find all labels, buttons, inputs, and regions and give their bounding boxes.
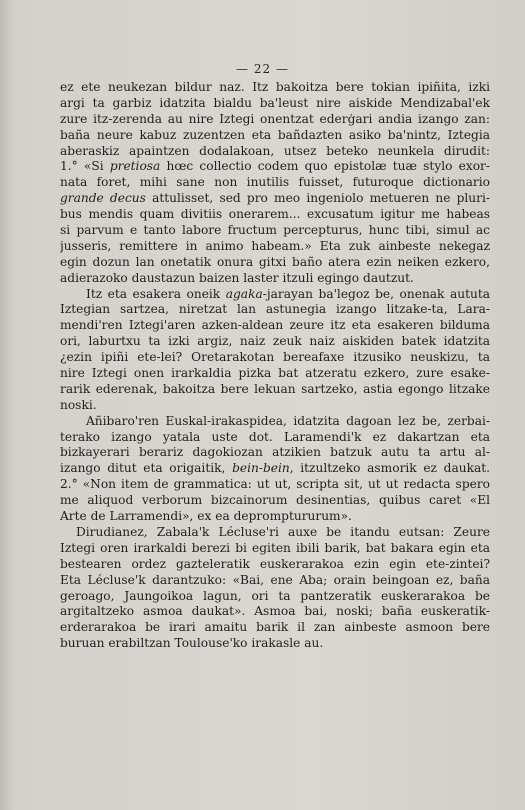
text-line: zure itz-zerenda au nire Iztegi onentzat ederġari andia izango zan:: [60, 111, 490, 126]
text-line: Añibaro'ren Euskal-irakaspidea, idatzita dagoan lez be, zerbai-: [86, 413, 490, 428]
page-number: — 22 —: [236, 62, 289, 76]
italic-phrase: bein-bein: [232, 461, 290, 476]
paragraph: [60, 414, 490, 525]
text-line: buruan erabiltzan Toulouse'ko irakasle au.: [60, 636, 324, 651]
text-line: rarik ederenak, bakoitza bere lekuan sartzeko, astia egongo litzake: [60, 381, 490, 396]
text-segment: attulisset, sed pro meo ingeniolo metueren ne pluri-: [145, 191, 490, 206]
text-line: Eta Lécluse'k darantzuko: «Bai, ene Aba; orain beingoan ez, baña: [60, 572, 490, 587]
text-line: mendi'ren Iztegi'aren azken-aldean zeure itz eta esakeren bilduma: [60, 318, 490, 333]
italic-phrase: agaka: [225, 286, 263, 301]
text-block: [60, 80, 490, 652]
text-line: 2.° «Non item de grammatica: ut ut, scripta sit, ut ut redacta spero: [60, 477, 490, 492]
text-line: baña neure kabuz zuzentzen eta bañdazten asiko ba'nintz, Iztegia: [60, 127, 490, 142]
text-line: si parvum e tanto labore fructum percepturus, hunc tibi, simul ac: [60, 223, 490, 238]
text-line: Iztegi oren irarkaldi berezi bi egiten ibili barik, bat bakara egin eta: [60, 540, 490, 555]
text-line: jusseris, remittere in animo habeam.» Eta zuk ainbeste nekegaz: [60, 238, 490, 253]
text-line: me aliquod verborum bizcainorum desinentias, quibus caret «El: [60, 493, 490, 508]
text-line: [60, 159, 490, 175]
text-segment: 1.° «Si: [60, 159, 110, 174]
text-line: ¿ezin ipiñi ete-lei? Oretarakotan bereafaxe itzusiko neuskizu, ta: [60, 350, 490, 365]
text-line: ori, laburtxu ta izki argiz, naiz zeuk naiz aiskiden batek idatzita: [60, 334, 490, 349]
paragraph: [60, 80, 490, 287]
text-line: [60, 287, 490, 303]
text-segment: -jarayan ba'legoz be, onenak aututa: [262, 286, 490, 301]
text-line: egin dozun lan onetatik onura gitxi baño atera ezin neiken ezkero,: [60, 254, 490, 269]
text-line: [60, 191, 490, 207]
text-segment: , itzultzeko asmorik ez daukat.: [289, 461, 490, 476]
text-line: adierazoko daustazun baizen laster itzuli egingo dautzut.: [60, 270, 414, 285]
text-line: bus mendis quam divitiis onerarem... excusatum igitur me habeas: [60, 207, 490, 222]
paragraph: [60, 525, 490, 652]
text-line: nire Iztegi onen irarkaldia pizka bat atzeratu ezkero, zure esake-: [60, 366, 490, 381]
text-line: Arte de Larramendi», ex ea depromptururum».: [60, 509, 352, 524]
italic-phrase: pretiosa: [109, 159, 161, 174]
text-line: Iztegian sartzea, niretzat lan astunegia izango litzake-ta, Lara-: [60, 302, 490, 317]
text-line: argi ta garbiz idatzita bialdu ba'leust nire aiskide Mendizabal'ek: [60, 95, 490, 110]
text-line: nata foret, mihi sane non inutilis fuisset, futuroque dictionario: [60, 175, 490, 190]
text-line: argitaltzeko asmoa daukat». Asmoa bai, noski; baña euskeratik-: [60, 604, 490, 619]
text-line: terako izango yatala uste dot. Laramendi'k ez dakartzan eta: [60, 429, 490, 444]
paragraph: [60, 287, 490, 414]
text-segment: hœc collectio codem quo epistolæ tuæ stylo exor-: [160, 159, 490, 174]
text-line: [60, 461, 490, 477]
text-line: ez ete neukezan bildur naz. Itz bakoitza bere tokian ipiñita, izki: [60, 80, 490, 94]
text-segment: Itz eta esakera oneik: [86, 286, 226, 301]
text-line: geroago, Jaungoikoa lagun, ori ta pantzeratik euskerarakoa be: [60, 588, 490, 603]
text-line: erderarakoa be irari amaitu barik il zan ainbeste asmoon bere: [60, 620, 490, 635]
text-segment: izango ditut eta origaitik,: [60, 461, 233, 476]
text-line: Dirudianez, Zabala'k Lécluse'ri auxe be itandu eutsan: Zeure: [76, 524, 490, 539]
text-line: noski.: [60, 397, 97, 412]
text-line: bestearen ordez gazteleratik euskerarakoa ezin egin ete-zintei?: [60, 556, 490, 571]
text-line: bizkayerari berariz dagokiozan atzikien batzuk autu ta artu al-: [60, 445, 490, 460]
italic-phrase: grande decus: [60, 191, 146, 206]
text-line: aberaskiz apaintzen dodalakoan, utsez beteko neunkela dirudit:: [60, 143, 490, 158]
